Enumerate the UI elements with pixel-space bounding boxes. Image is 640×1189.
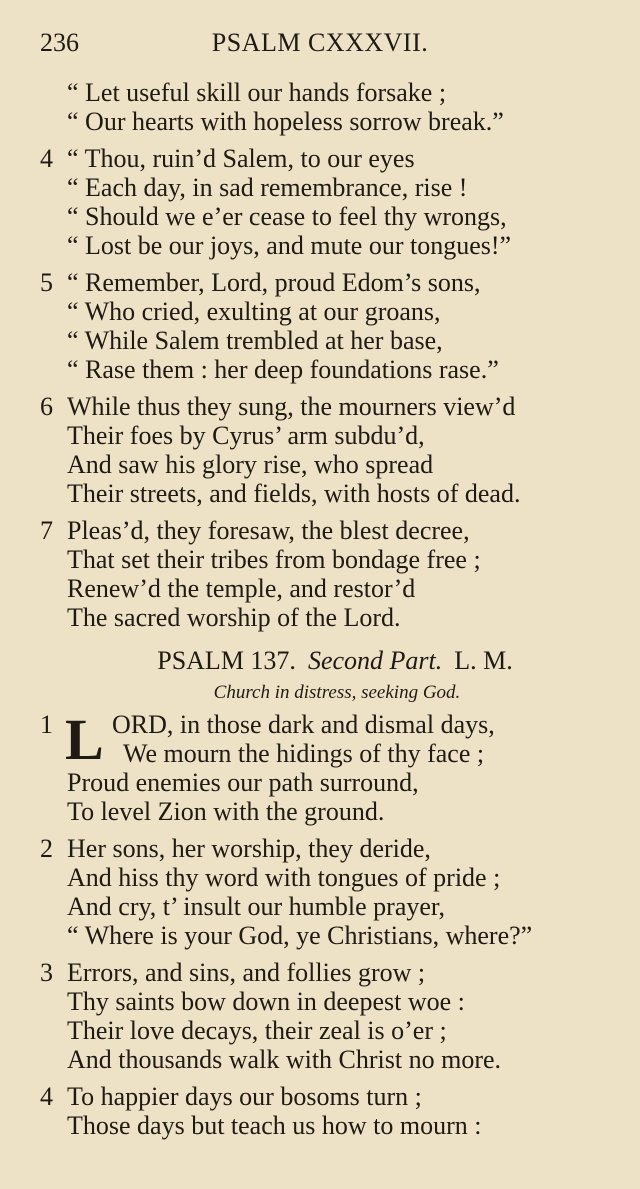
verse-line: “ Should we e’er cease to feel thy wrongs,: [67, 202, 507, 231]
verse-line: ORD, in those dark and dismal days,: [112, 710, 495, 739]
verse-line: And saw his glory rise, who spread: [67, 450, 434, 479]
stanza-number: 1: [40, 710, 53, 739]
verse-line: Their love decays, their zeal is o’er ;: [67, 1016, 447, 1045]
verse-line: “ While Salem trembled at her base,: [67, 326, 443, 355]
verse-line: “ Where is your God, ye Christians, where?”: [67, 921, 533, 950]
verse-line: To happier days our bosoms turn ;: [67, 1082, 422, 1111]
verse-line: Renew’d the temple, and restor’d: [67, 574, 416, 603]
stanza-number: 5: [40, 268, 53, 297]
verse-line: And thousands walk with Christ no more.: [67, 1045, 502, 1074]
psalm-part: Second Part.: [307, 646, 443, 675]
psalm-heading: [40, 644, 620, 678]
verse-line: Their foes by Cyrus’ arm subdu’d,: [67, 421, 425, 450]
verse-line: Those days but teach us how to mourn :: [67, 1111, 482, 1140]
verse-line: While thus they sung, the mourners view’d: [67, 392, 516, 421]
stanza-number: 7: [40, 516, 53, 545]
stanza: [40, 392, 620, 508]
verse-line: Her sons, her worship, they deride,: [67, 834, 431, 863]
stanza: [40, 268, 620, 384]
verse-line: “ Let useful skill our hands forsake ;: [67, 78, 447, 107]
psalm-meter: L. M.: [454, 646, 513, 675]
stanza: [40, 516, 620, 632]
verse-line: Their streets, and fields, with hosts of dead.: [67, 479, 521, 508]
stanza: [40, 78, 620, 136]
stanza-number: 3: [40, 958, 53, 987]
verse-line: Thy saints bow down in deepest woe :: [67, 987, 465, 1016]
verse-line: That set their tribes from bondage free ;: [67, 545, 481, 574]
verse-line: “ Our hearts with hopeless sorrow break.”: [67, 107, 504, 136]
verse-line: “ Lost be our joys, and mute our tongues!”: [67, 231, 512, 260]
psalm-subtitle: Church in distress, seeking God.: [213, 682, 461, 703]
psalm-second-part: [40, 834, 620, 1140]
verse-line: “ Thou, ruin’d Salem, to our eyes: [67, 144, 415, 173]
stanza: [40, 144, 620, 260]
stanza-number: 6: [40, 392, 53, 421]
stanza: [40, 834, 620, 950]
verse-line: Errors, and sins, and follies grow ;: [67, 958, 426, 987]
verse-line: Pleas’d, they foresaw, the blest decree,: [67, 516, 470, 545]
psalm-number: PSALM 137.: [157, 646, 296, 675]
stanza: [40, 958, 620, 1074]
stanza: [40, 707, 620, 826]
verse-line: To level Zion with the ground.: [67, 797, 385, 826]
stanza-number: 4: [40, 144, 53, 173]
psalm-first-part: [40, 78, 620, 632]
verse-line: The sacred worship of the Lord.: [67, 603, 401, 632]
verse-line: “ Each day, in sad remembrance, rise !: [67, 173, 468, 202]
verse-line: And cry, t’ insult our humble prayer,: [67, 892, 446, 921]
verse-line: Proud enemies our path surround,: [67, 768, 419, 797]
verse-line: “ Rase them : her deep foundations rase.”: [67, 355, 499, 384]
verse-line: We mourn the hidings of thy face ;: [123, 739, 485, 768]
drop-cap: L: [65, 707, 104, 772]
verse-line: “ Who cried, exulting at our groans,: [67, 297, 441, 326]
verse-line: And hiss thy word with tongues of pride ;: [67, 863, 501, 892]
page-body: [40, 78, 620, 1148]
running-title: PSALM CXXXVII.: [211, 28, 429, 57]
stanza-number: 2: [40, 834, 53, 863]
verse-line: “ Remember, Lord, proud Edom’s sons,: [67, 268, 481, 297]
stanza-number: 4: [40, 1082, 53, 1111]
stanza: [40, 1082, 620, 1140]
page-header: [40, 28, 600, 60]
page-number: 236: [40, 28, 79, 57]
